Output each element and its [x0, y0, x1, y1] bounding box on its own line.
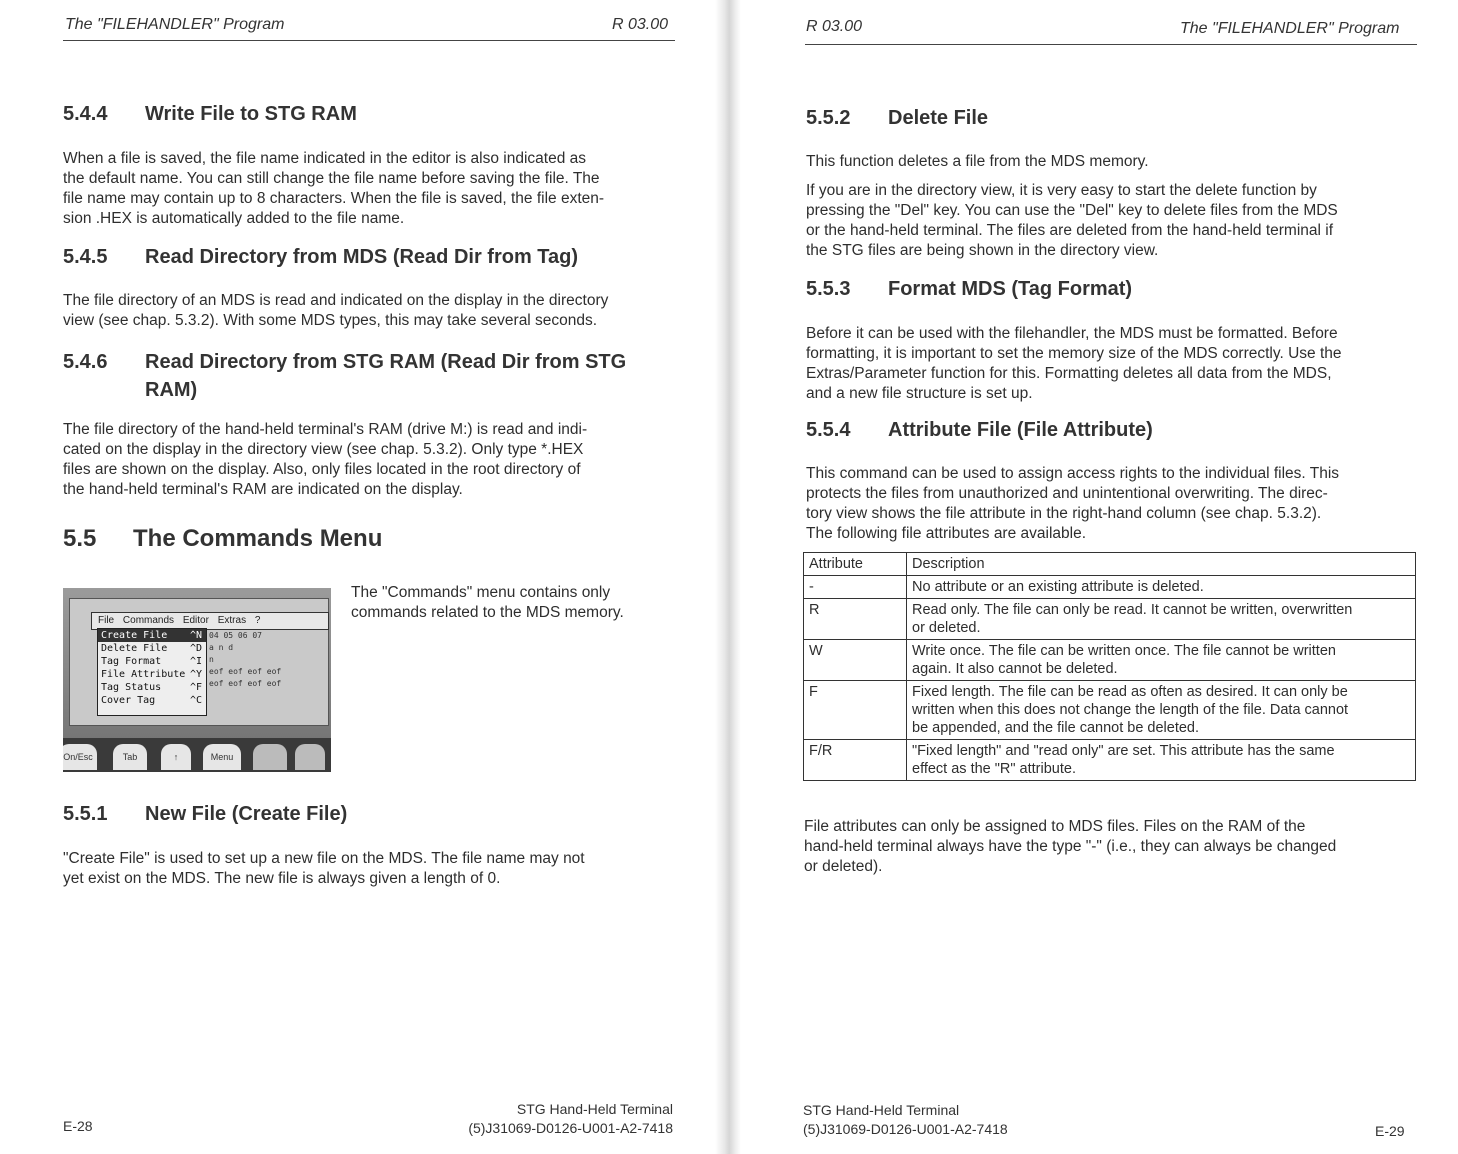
paragraph-after-table [804, 817, 1336, 877]
text-line: File attributes can only be assigned to MDS files. Files on the RAM of the [804, 818, 1306, 835]
menu-editor: Editor [182, 615, 209, 626]
menu-help: ? [254, 615, 261, 626]
left-header-revision: R 03.00 [612, 16, 669, 33]
heading-5-4-5 [63, 246, 578, 269]
text-line: cated on the display in the directory view (see chap. 5.3.2). Only type *.HEX [63, 441, 584, 458]
description-cell [907, 576, 1416, 599]
paragraph-5-5-1 [63, 849, 585, 889]
text-line: view (see chap. 5.3.2). With some MDS types, this may take several seconds. [63, 312, 598, 329]
heading-number: 5.5.4 [806, 419, 851, 441]
text-line: or deleted). [804, 858, 883, 875]
paragraph-5-5-2-intro [806, 152, 1149, 172]
table-row [804, 640, 1416, 681]
footer-product: STG Hand-Held Terminal [803, 1102, 960, 1118]
text-line: This function deletes a file from the MDS memory. [806, 153, 1149, 170]
text-line: files are shown on the display. Also, only files located in the root directory of [63, 461, 581, 478]
attribute-cell: R [804, 599, 907, 640]
table-row [804, 576, 1416, 599]
text-line: This command can be used to assign access rights to the individual files. This [806, 465, 1340, 482]
footer-doc-number: (5)J31069-D0126-U001-A2-7418 [468, 1120, 673, 1136]
text-line: sion .HEX is automatically added to the file name. [63, 210, 405, 227]
heading-5-4-6 [63, 348, 626, 404]
menu-item-tag-status: Tag Status ^F [101, 682, 202, 693]
key-arrow-left [253, 744, 287, 770]
left-header-title: The "FILEHANDLER" Program [65, 16, 285, 33]
right-page-number: E-29 [1375, 1123, 1405, 1139]
text-line: file name may contain up to 8 characters. When the file is saved, the file exten- [63, 190, 605, 207]
left-page-number: E-28 [63, 1118, 93, 1134]
text-line: The "Commands" menu contains only [351, 584, 611, 601]
text-line: Before it can be used with the filehandler, the MDS must be formatted. Before [806, 325, 1338, 342]
key-tab: Tab [113, 744, 147, 770]
text-line: protects the files from unauthorized and unintentional overwriting. The direc- [806, 485, 1328, 502]
footer-doc-number: (5)J31069-D0126-U001-A2-7418 [803, 1121, 1008, 1137]
text-line: commands related to the MDS memory. [351, 604, 624, 621]
description-line: Fixed length. The file can be read as often as desired. It can only be [912, 684, 1348, 700]
heading-title: Read Directory from STG RAM (Read Dir from STG [145, 351, 627, 373]
terminal-directory-view [209, 630, 325, 714]
text-line: hand-held terminal always have the type "-" (i.e., they can always be changed [804, 838, 1337, 855]
description-line: again. It also cannot be deleted. [912, 661, 1118, 677]
heading-title: Delete File [888, 107, 989, 129]
heading-title: Format MDS (Tag Format) [888, 278, 1133, 300]
description-cell [907, 599, 1416, 640]
key-arrow-right [295, 744, 325, 770]
dir-line: eof eof eof eof [209, 667, 282, 676]
paragraph-5-5-3 [806, 324, 1342, 404]
text-line: formatting, it is important to set the memory size of the MDS correctly. Use the [806, 345, 1342, 362]
attribute-cell: F/R [804, 740, 907, 781]
description-line: No attribute or an existing attribute is deleted. [912, 579, 1204, 595]
heading-number: 5.4.6 [63, 351, 108, 373]
description-cell [907, 681, 1416, 740]
attribute-cell: - [804, 576, 907, 599]
dir-line: 04 05 06 07 [209, 631, 262, 640]
heading-title: Read Directory from MDS (Read Dir from Tag) [145, 246, 579, 268]
table-header-row [804, 553, 1416, 576]
heading-number: 5.5.2 [806, 107, 851, 129]
menu-item-file-attribute: File Attribute ^Y [101, 669, 202, 680]
description-cell [907, 640, 1416, 681]
description-line: written when this does not change the length of the file. Data cannot [912, 702, 1349, 718]
right-header-rule [805, 44, 1417, 45]
dir-line: a n d [209, 643, 234, 652]
key-menu: Menu [203, 744, 241, 770]
heading-5-5-4 [806, 419, 1153, 442]
description-line: Read only. The file can only be read. It cannot be written, overwritten [912, 602, 1353, 618]
menu-file: File [98, 615, 115, 626]
table-row [804, 599, 1416, 640]
paragraph-5-4-6 [63, 420, 587, 500]
key-on-esc: On/Esc [63, 744, 97, 770]
right-header-revision: R 03.00 [806, 18, 863, 35]
text-line: The file directory of an MDS is read and indicated on the display in the directory [63, 292, 609, 309]
column-header-description: Description [907, 553, 1416, 576]
table-row [804, 740, 1416, 781]
paragraph-5-5 [351, 583, 624, 623]
paragraph-5-5-4 [806, 464, 1339, 544]
description-line: Write once. The file can be written once. The file cannot be written [912, 643, 1336, 659]
dir-line: n [209, 655, 214, 664]
heading-title: Attribute File (File Attribute) [888, 419, 1153, 441]
key-up: ↑ [161, 744, 191, 770]
heading-5-5 [63, 525, 382, 553]
text-line: the default name. You can still change the file name before saving the file. The [63, 170, 600, 187]
heading-number: 5.5.3 [806, 278, 851, 300]
attribute-table [803, 552, 1416, 781]
menu-item-create-file: Create File ^N [98, 629, 206, 642]
description-line: "Fixed length" and "read only" are set. This attribute has the same [912, 743, 1335, 759]
heading-title-continued: RAM) [145, 379, 198, 401]
right-footer [803, 1101, 1008, 1139]
text-line: tory view shows the file attribute in the right-hand column (see chap. 5.3.2). [806, 505, 1322, 522]
left-header-rule [63, 40, 675, 41]
left-page [0, 0, 725, 1154]
heading-title: New File (Create File) [145, 803, 348, 825]
heading-5-5-1 [63, 803, 347, 826]
menu-item-delete-file: Delete File ^D [101, 643, 202, 654]
text-line: the STG files are being shown in the directory view. [806, 242, 1159, 259]
text-line: yet exist on the MDS. The new file is always given a length of 0. [63, 870, 501, 887]
terminal-screenshot [63, 588, 331, 772]
heading-5-4-4 [63, 103, 357, 126]
text-line: or the hand-held terminal. The files are deleted from the hand-held terminal if [806, 222, 1334, 239]
heading-number: 5.5 [63, 525, 97, 552]
left-footer [468, 1100, 673, 1138]
footer-product: STG Hand-Held Terminal [516, 1101, 673, 1117]
heading-number: 5.4.5 [63, 246, 108, 268]
heading-title: Write File to STG RAM [145, 103, 357, 125]
heading-title: The Commands Menu [133, 525, 383, 552]
description-line: be appended, and the file cannot be deleted. [912, 720, 1200, 736]
paragraph-5-4-5 [63, 291, 608, 331]
paragraph-5-4-4 [63, 149, 604, 229]
text-line: The following file attributes are available. [806, 525, 1087, 542]
terminal-keypad [63, 738, 331, 772]
text-line: The file directory of the hand-held terminal's RAM (drive M:) is read and indi- [63, 421, 588, 438]
text-line: Extras/Parameter function for this. Formatting deletes all data from the MDS, [806, 365, 1332, 382]
menu-extras: Extras [217, 615, 247, 626]
heading-number: 5.4.4 [63, 103, 108, 125]
heading-5-5-2 [806, 107, 988, 130]
text-line: When a file is saved, the file name indicated in the editor is also indicated as [63, 150, 586, 167]
commands-dropdown [97, 628, 207, 716]
heading-5-5-3 [806, 278, 1132, 301]
dir-line: eof eof eof eof [209, 679, 282, 688]
description-cell [907, 740, 1416, 781]
menu-commands: Commands [122, 615, 175, 626]
text-line: pressing the "Del" key. You can use the "Del" key to delete files from the MDS [806, 202, 1338, 219]
text-line: the hand-held terminal's RAM are indicated on the display. [63, 481, 463, 498]
menu-item-tag-format: Tag Format ^I [101, 656, 202, 667]
table-row [804, 681, 1416, 740]
right-header-title: The "FILEHANDLER" Program [1180, 20, 1400, 37]
column-header-attribute: Attribute [804, 553, 907, 576]
attribute-cell: W [804, 640, 907, 681]
text-line: "Create File" is used to set up a new file on the MDS. The file name may not [63, 850, 585, 867]
description-line: or deleted. [912, 620, 981, 636]
heading-number: 5.5.1 [63, 803, 108, 825]
menu-item-cover-tag: Cover Tag ^C [101, 695, 202, 706]
paragraph-5-5-2 [806, 181, 1338, 261]
description-line: effect as the "R" attribute. [912, 761, 1076, 777]
attribute-cell: F [804, 681, 907, 740]
text-line: If you are in the directory view, it is very easy to start the delete function by [806, 182, 1317, 199]
text-line: and a new file structure is set up. [806, 385, 1033, 402]
